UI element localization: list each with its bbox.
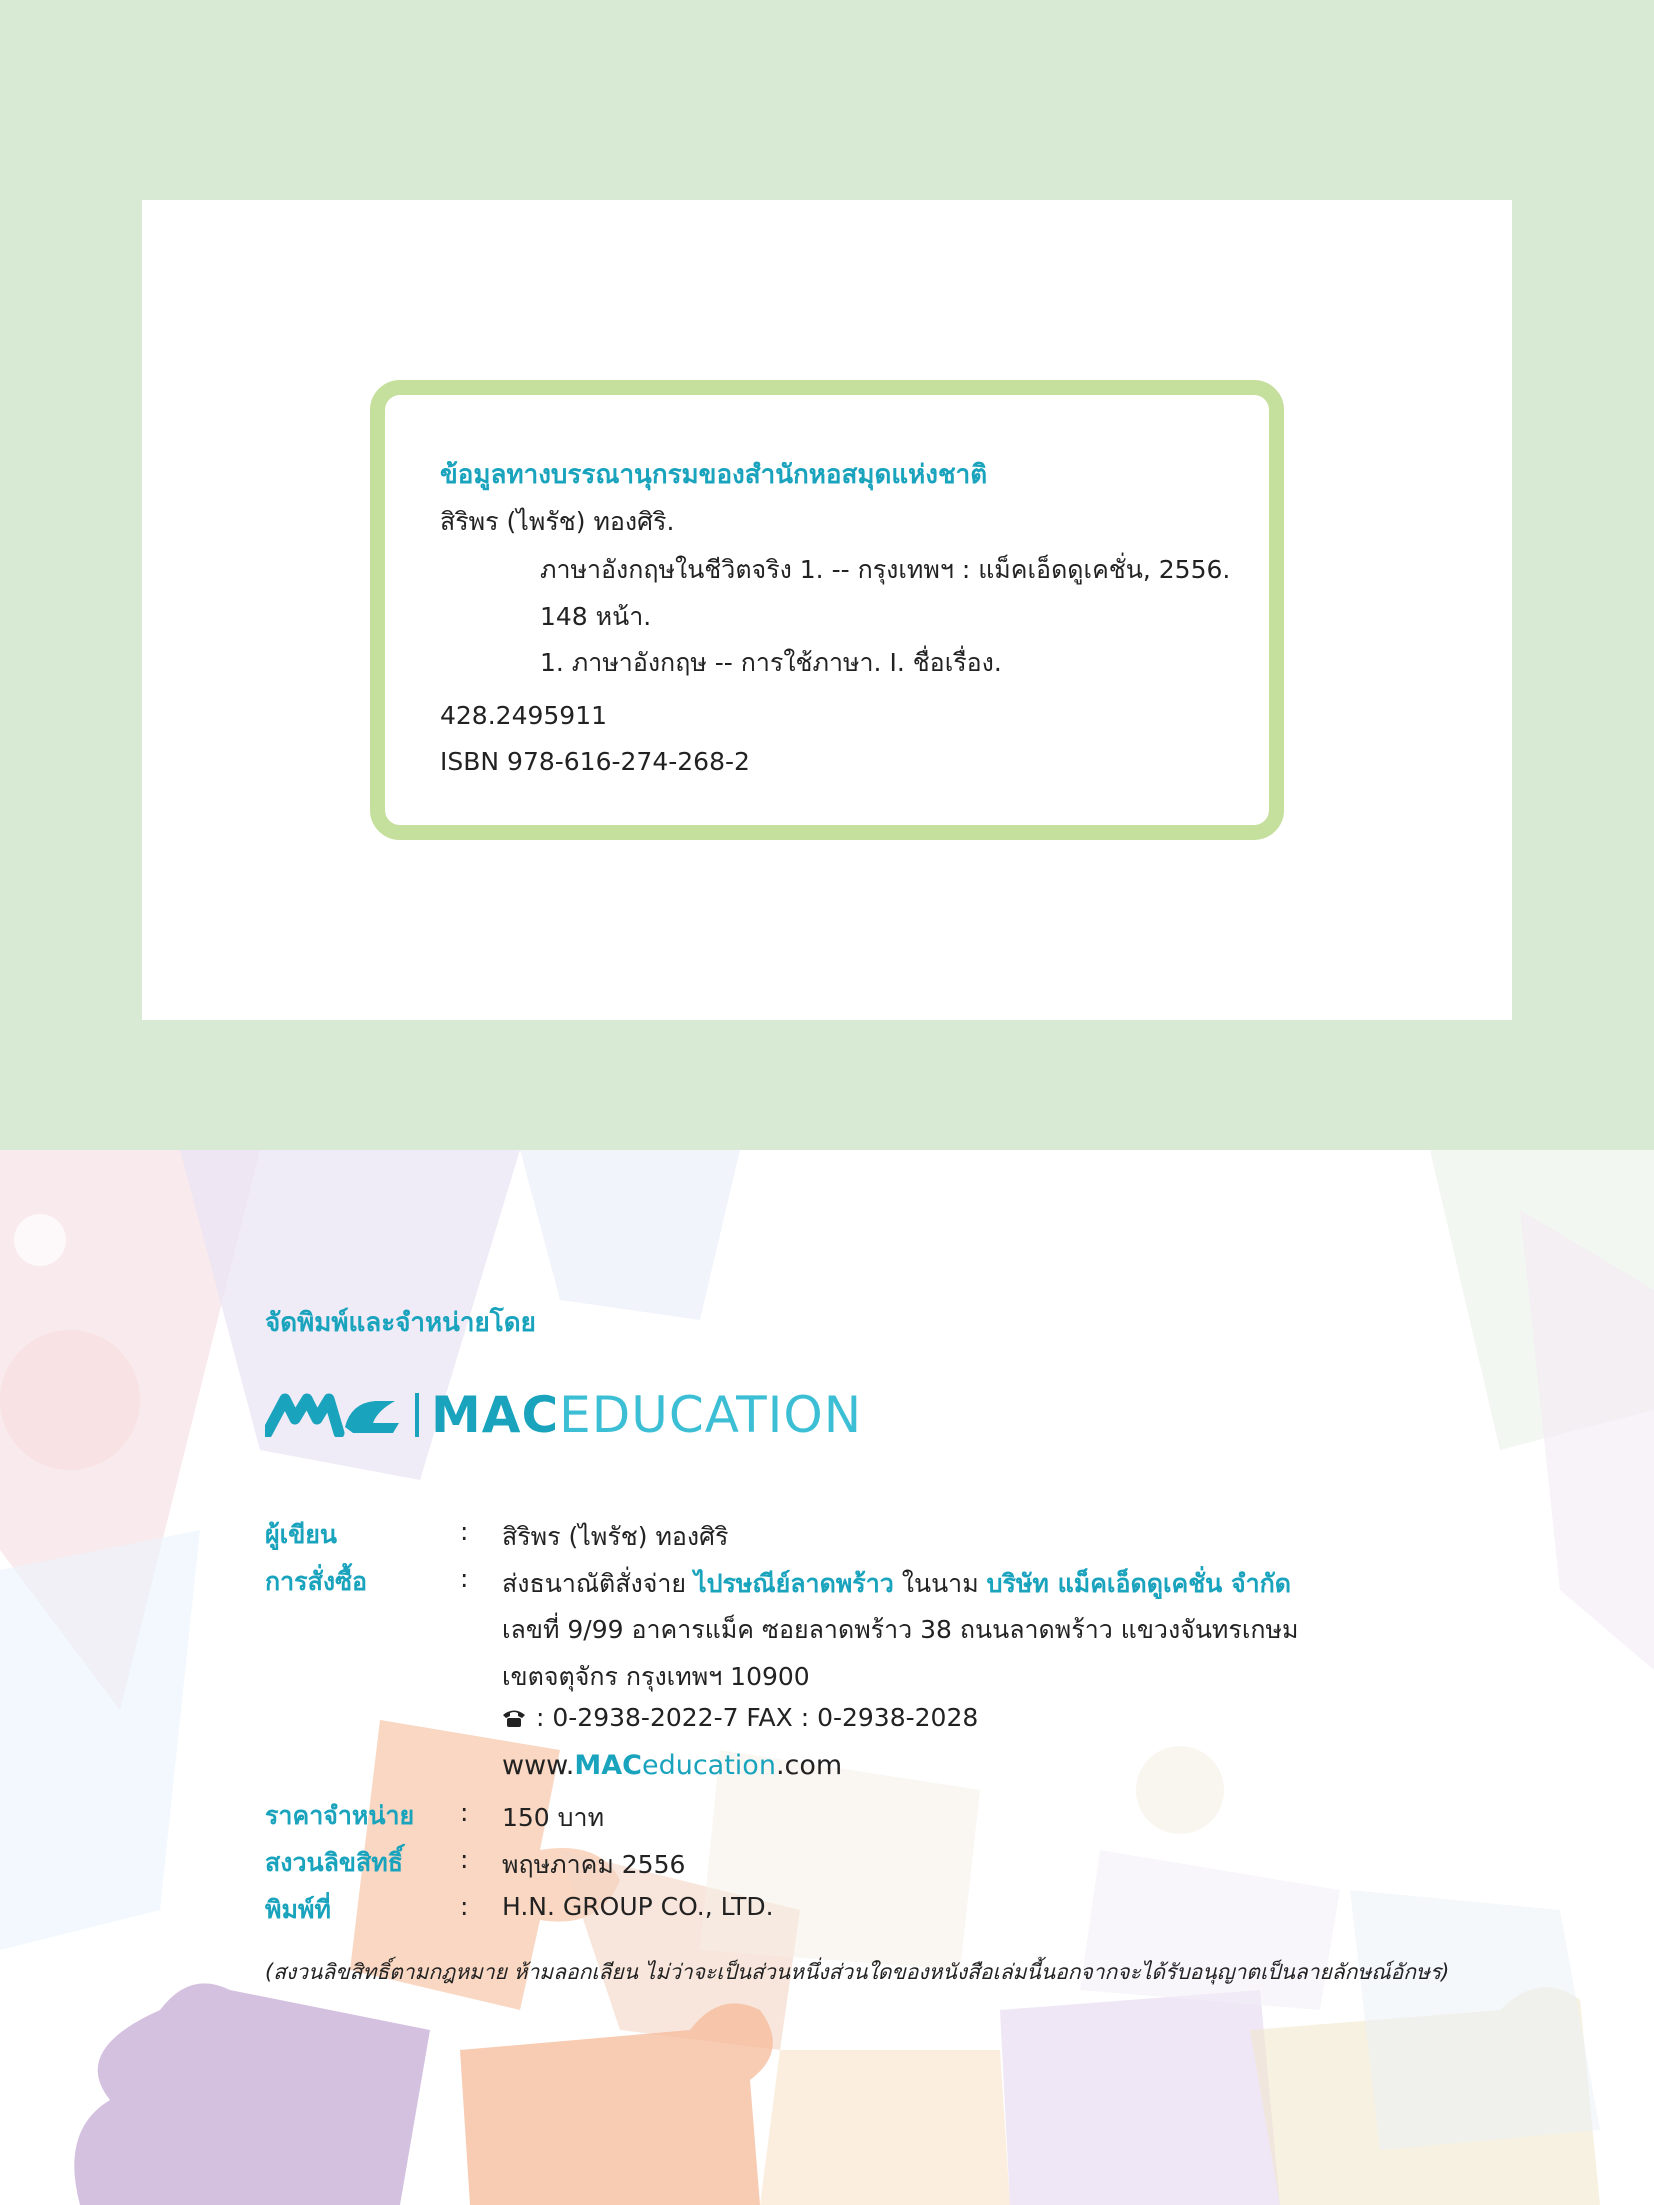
colon: :: [460, 1517, 469, 1546]
colon: :: [460, 1564, 469, 1593]
author-label: ผู้เขียน: [265, 1520, 338, 1549]
mac-logo-mark-icon: [265, 1393, 405, 1437]
telephone-icon: [502, 1708, 526, 1728]
cip-classification: 428.2495911: [440, 701, 608, 730]
order-value: ส่งธนาณัติสั่งจ่าย ไปรษณีย์ลาดพร้าว ในนาม บริษัท แม็คเอ็ดดูเคชั่น จำกัด: [502, 1569, 1292, 1598]
author-value: สิริพร (ไพรัช) ทองศิริ: [502, 1522, 729, 1551]
colon: :: [460, 1798, 469, 1827]
publisher-heading: จัดพิมพ์และจำหน่ายโดย: [265, 1308, 536, 1338]
colon: :: [460, 1845, 469, 1874]
colon: :: [460, 1892, 469, 1921]
address-line-2: เขตจตุจักร กรุงเทพฯ 10900: [502, 1662, 810, 1691]
cip-author: สิริพร (ไพรัช) ทองศิริ.: [440, 507, 675, 536]
cip-subject: 1. ภาษาอังกฤษ -- การใช้ภาษา. I. ชื่อเรื่อง.: [540, 648, 1002, 677]
post-office-name: ไปรษณีย์ลาดพร้าว: [694, 1569, 894, 1598]
price-label: ราคาจำหน่าย: [265, 1801, 415, 1830]
copyright-label: สงวนลิขสิทธิ์: [265, 1848, 404, 1877]
cip-title: ข้อมูลทางบรรณานุกรมของสำนักหอสมุดแห่งชาติ: [440, 460, 988, 490]
cip-pages: 148 หน้า.: [540, 602, 652, 631]
price-value: 150 บาท: [502, 1803, 605, 1832]
address-line-1: เลขที่ 9/99 อาคารแม็ค ซอยลาดพร้าว 38 ถนนลาดพร้าว แขวงจันทรเกษม: [502, 1615, 1299, 1644]
printer-value: H.N. GROUP CO., LTD.: [502, 1892, 774, 1921]
cip-title-line: ภาษาอังกฤษในชีวิตจริง 1. -- กรุงเทพฯ : แม็คเอ็ดดูเคชั่น, 2556.: [540, 555, 1231, 584]
company-name: บริษัท แม็คเอ็ดดูเคชั่น จำกัด: [986, 1569, 1292, 1598]
logo-separator: [415, 1393, 419, 1437]
puzzle-decoration: [0, 1150, 1654, 2205]
puzzle-background: [0, 1150, 1654, 2205]
logo-wordmark: MACEDUCATION: [431, 1386, 863, 1444]
copyright-note: (สงวนลิขสิทธิ์ตามกฎหมาย ห้ามลอกเลียน ไม่ว่าจะเป็นส่วนหนึ่งส่วนใดของหนังสือเล่มนี้นอกจากจะได้รับอนุญาตเป็นลายลักษณ์อักษร): [265, 1960, 1450, 1984]
mac-education-logo: [265, 1385, 862, 1445]
copyright-value: พฤษภาคม 2556: [502, 1850, 686, 1879]
contact-phone: : 0-2938-2022-7 FAX : 0-2938-2028: [502, 1703, 978, 1732]
order-label: การสั่งซื้อ: [265, 1567, 368, 1596]
cip-isbn: ISBN 978-616-274-268-2: [440, 747, 750, 776]
website-link[interactable]: www.MACeducation.com: [502, 1750, 843, 1781]
printer-label: พิมพ์ที่: [265, 1895, 331, 1924]
